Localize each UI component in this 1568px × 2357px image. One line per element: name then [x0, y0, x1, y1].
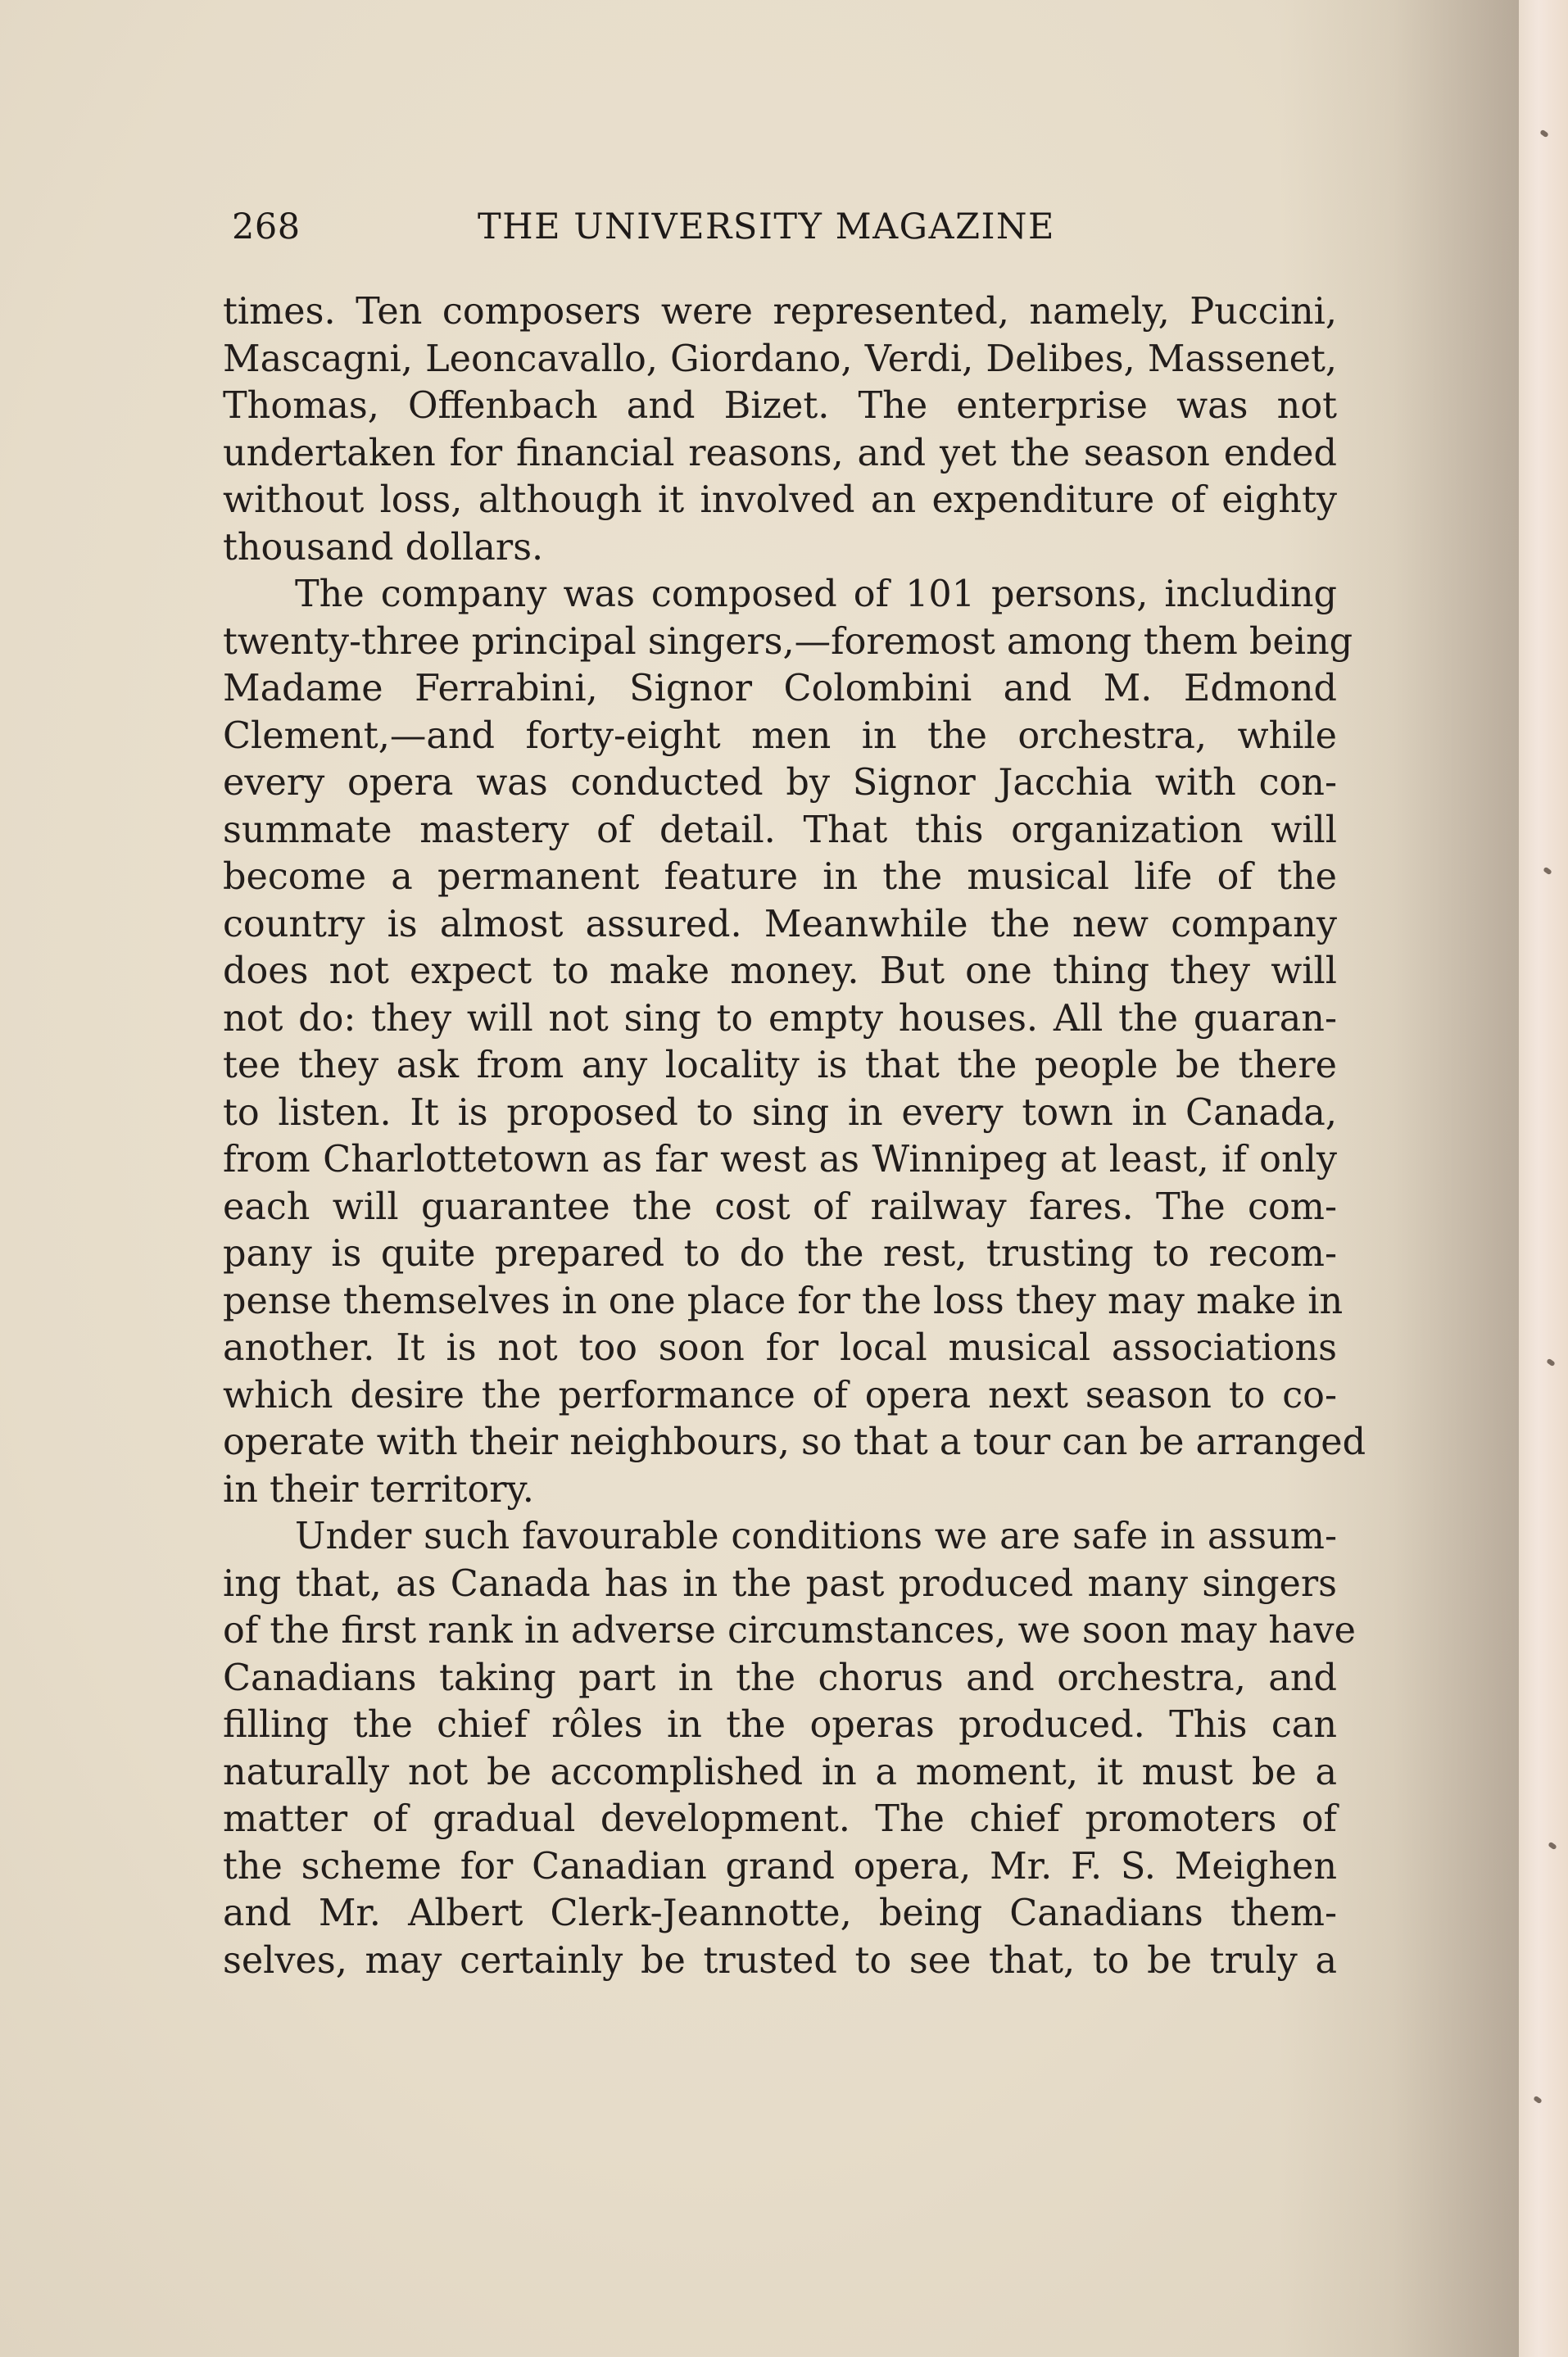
text-line: not do: they will not sing to empty houses. All the guaran-: [223, 997, 1337, 1040]
text-line: Canadians taking part in the chorus and orchestra, and: [223, 1657, 1337, 1699]
paragraph-3: [223, 1513, 1356, 1984]
paragraph-1: [223, 288, 1337, 571]
text-line: each will guarantee the cost of railway fares. The com-: [223, 1185, 1337, 1228]
text-line: does not expect to make money. But one thing they will: [223, 950, 1337, 992]
text-line: the scheme for Canadian grand opera, Mr. F. S. Meighen: [223, 1845, 1337, 1888]
text-line: thousand dollars.: [223, 526, 544, 569]
magazine-title: THE UNIVERSITY MAGAZINE: [478, 206, 1055, 247]
body-text: [223, 288, 1366, 1984]
text-line: pense themselves in one place for the loss they may make in: [223, 1280, 1344, 1322]
text-line: matter of gradual development. The chief promoters of: [223, 1798, 1337, 1840]
paragraph-2: [223, 571, 1366, 1513]
text-line: Under such favourable conditions we are safe in assum-: [295, 1516, 1337, 1557]
text-line: in their territory.: [223, 1468, 534, 1511]
text-line: summate mastery of detail. That this organization will: [223, 809, 1337, 851]
text-line: country is almost assured. Meanwhile the new company: [223, 903, 1337, 945]
text-line: of the first rank in adverse circumstances, we soon may have: [223, 1610, 1356, 1652]
text-line: Mascagni, Leoncavallo, Giordano, Verdi, Delibes, Massenet,: [223, 338, 1337, 380]
text-line: Madame Ferrabini, Signor Colombini and M. Edmond: [223, 668, 1337, 709]
text-line: undertaken for financial reasons, and yet the season ended: [223, 432, 1337, 474]
text-line: without loss, although it involved an expenditure of eighty: [223, 479, 1337, 521]
page-number: 268: [232, 206, 301, 247]
text-line: which desire the performance of opera next season to co-: [223, 1374, 1337, 1416]
text-line: and Mr. Albert Clerk-Jeannotte, being Canadians them-: [223, 1892, 1337, 1934]
text-line: The company was composed of 101 persons, including: [295, 573, 1337, 615]
text-line: naturally not be accomplished in a moment, it must be a: [223, 1751, 1337, 1793]
running-head: [232, 206, 1108, 256]
text-line: from Charlottetown as far west as Winnipeg at least, if only: [223, 1139, 1337, 1181]
text-line: operate with their neighbours, so that a tour can be arranged: [223, 1421, 1366, 1463]
page-edge: [1519, 0, 1568, 2357]
text-line: pany is quite prepared to do the rest, trusting to recom-: [223, 1233, 1337, 1275]
text-line: tee they ask from any locality is that the people be there: [223, 1045, 1337, 1086]
text-line: Clement,—and forty-eight men in the orchestra, while: [223, 714, 1337, 757]
text-line: Thomas, Offenbach and Bizet. The enterprise was not: [223, 385, 1337, 427]
text-line: selves, may certainly be trusted to see that, to be truly a: [223, 1939, 1337, 1982]
text-line: twenty-three principal singers,—foremost among them being: [223, 620, 1353, 663]
text-line: filling the chief rôles in the operas produced. This can: [223, 1704, 1337, 1746]
text-line: ing that, as Canada has in the past produced many singers: [223, 1562, 1337, 1605]
text-line: to listen. It is proposed to sing in every town in Canada,: [223, 1091, 1337, 1134]
text-line: become a permanent feature in the musical life of the: [223, 856, 1337, 898]
text-line: times. Ten composers were represented, namely, Puccini,: [223, 291, 1337, 333]
text-line: every opera was conducted by Signor Jacchia with con-: [223, 762, 1337, 804]
text-line: another. It is not too soon for local musical associations: [223, 1327, 1337, 1369]
